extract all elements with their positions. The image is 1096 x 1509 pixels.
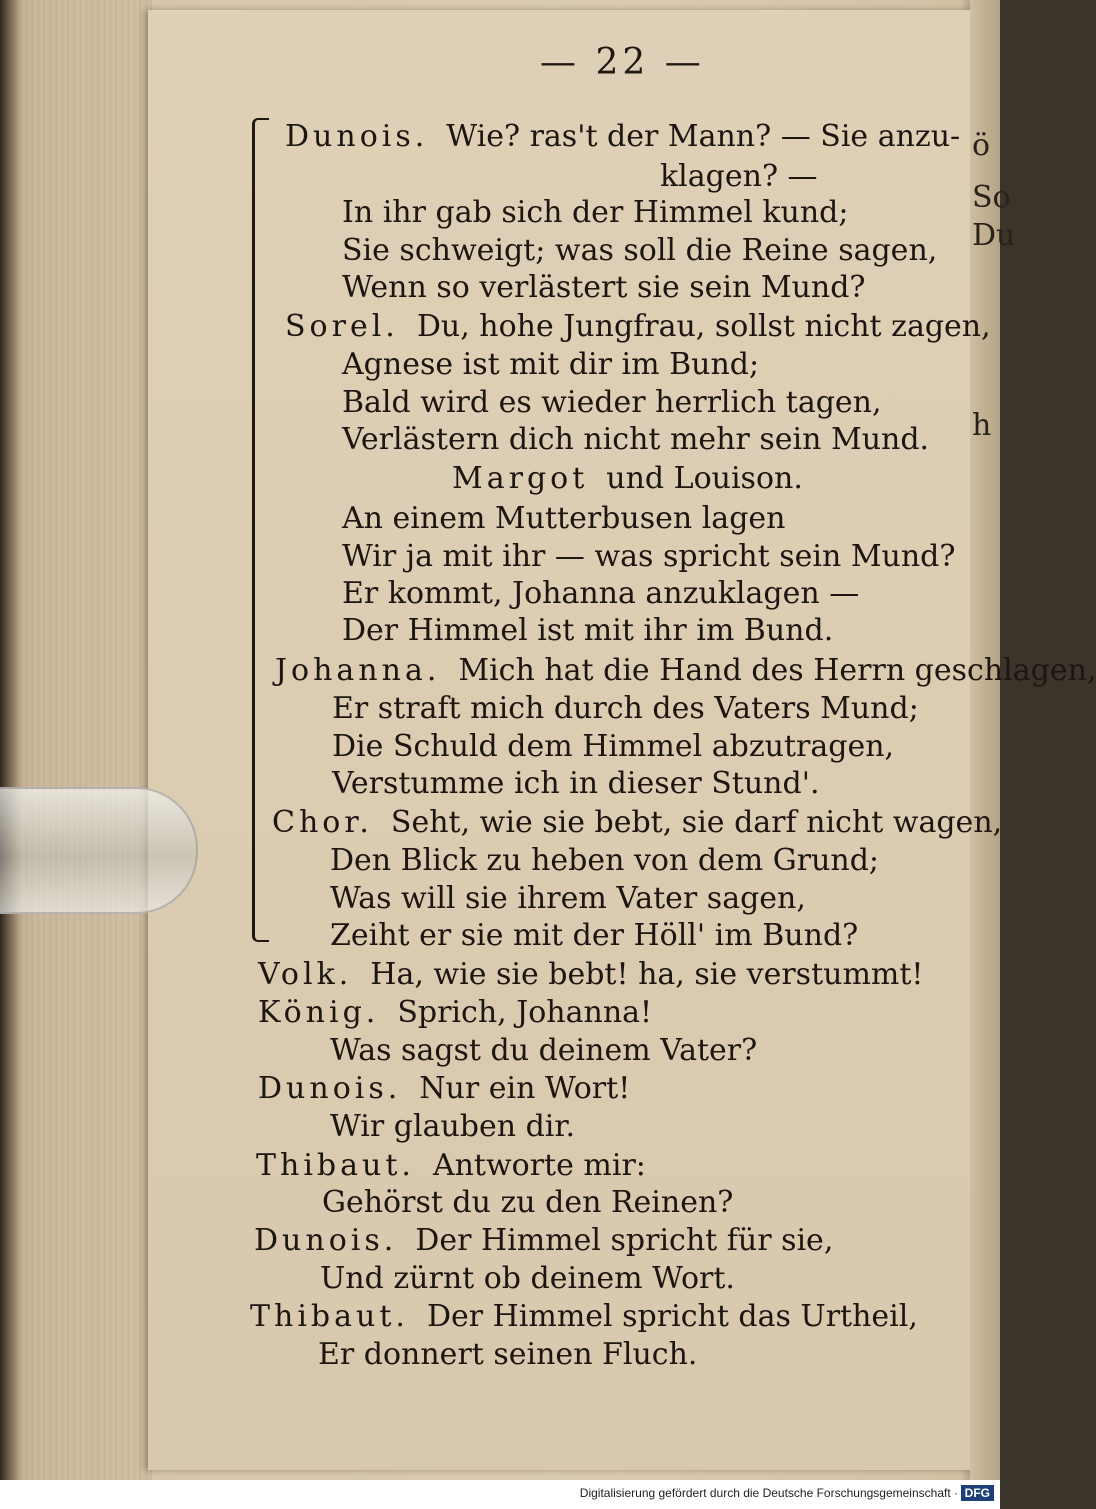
line-text: Er kommt, Johanna anzuklagen — — [342, 576, 860, 611]
line-text: klagen? — — [660, 159, 818, 194]
text-line — [322, 1186, 733, 1220]
text-line — [342, 386, 882, 420]
text-line — [342, 540, 955, 574]
line-text: Die Schuld dem Himmel abzutragen, — [332, 729, 895, 764]
line-text: Agnese ist mit dir im Bund; — [342, 347, 760, 382]
line-text: Er straft mich durch des Vaters Mund; — [332, 691, 919, 726]
text-line — [342, 614, 833, 648]
line-text: Sprich, Johanna! — [397, 995, 653, 1030]
text-line — [332, 730, 894, 764]
footer-bar — [0, 1480, 1000, 1509]
line-text: Zeiht er sie mit der Höll' im Bund? — [330, 918, 859, 953]
speaker-name: Margot — [452, 461, 589, 496]
line-text: Er donnert seinen Fluch. — [318, 1337, 698, 1372]
text-line — [258, 1072, 630, 1106]
speaker-name: Dunois. — [254, 1223, 398, 1258]
text-line — [330, 919, 858, 953]
text-line — [330, 882, 806, 916]
speaker-name: Johanna. — [275, 653, 441, 688]
text-line — [332, 767, 820, 801]
speaker-name: Sorel. — [285, 309, 399, 344]
line-text: Der Himmel spricht das Urtheil, — [426, 1299, 918, 1334]
text-line — [342, 196, 848, 230]
speaker-name: Chor. — [272, 805, 373, 840]
speaker-name: Thibaut. — [250, 1299, 409, 1334]
line-text: und Louison. — [606, 461, 803, 496]
text-line — [330, 1034, 757, 1068]
line-text: Ha, wie sie bebt! ha, sie verstummt! — [370, 957, 924, 992]
line-text: An einem Mutterbusen lagen — [342, 501, 786, 536]
text-line — [452, 462, 803, 496]
page-clip — [0, 787, 198, 914]
line-text: Was will sie ihrem Vater sagen, — [330, 881, 806, 916]
text-line — [275, 654, 1096, 688]
facing-page-text: Du — [972, 218, 1016, 253]
line-text: Seht, wie sie bebt, sie darf nicht wagen, — [390, 805, 1003, 840]
text-line — [258, 958, 923, 992]
text-line — [660, 160, 818, 194]
line-text: Sie schweigt; was soll die Reine sagen, — [342, 233, 938, 268]
speaker-name: Dunois. — [258, 1071, 402, 1106]
facing-page-text: So — [972, 180, 1011, 215]
text-line — [342, 348, 759, 382]
line-text: Bald wird es wieder herrlich tagen, — [342, 385, 882, 420]
line-text: Der Himmel spricht für sie, — [415, 1223, 834, 1258]
facing-page-text: ö — [972, 128, 991, 163]
line-text: Gehörst du zu den Reinen? — [322, 1185, 734, 1220]
line-text: Verlästern dich nicht mehr sein Mund. — [342, 422, 930, 457]
text-line — [258, 996, 652, 1030]
text-line — [342, 271, 866, 305]
page-stack-edge — [22, 0, 152, 1480]
text-line — [332, 692, 919, 726]
text-line — [342, 502, 785, 536]
line-text: Was sagst du deinem Vater? — [330, 1033, 758, 1068]
text-line — [318, 1338, 697, 1372]
line-text: Verstumme ich in dieser Stund'. — [332, 766, 820, 801]
line-text: Antworte mir: — [432, 1148, 646, 1183]
speaker-name: Dunois. — [285, 119, 429, 154]
text-line — [285, 120, 960, 154]
facing-page-text: h — [972, 408, 992, 443]
text-line — [342, 234, 937, 268]
speaker-name: König. — [258, 995, 380, 1030]
dfg-logo: DFG — [961, 1485, 994, 1501]
text-line — [256, 1149, 646, 1183]
text-line — [330, 1110, 575, 1144]
text-line — [285, 310, 991, 344]
line-text: Du, hohe Jungfrau, sollst nicht zagen, — [416, 309, 991, 344]
line-text: Wenn so verlästert sie sein Mund? — [342, 270, 866, 305]
footer-credit: Digitalisierung gefördert durch die Deutsche Forschungsgemeinschaft · — [579, 1486, 958, 1500]
line-text: Wir ja mit ihr — was spricht sein Mund? — [342, 539, 956, 574]
speaker-name: Volk. — [258, 957, 353, 992]
text-line — [342, 577, 859, 611]
line-text: Der Himmel ist mit ihr im Bund. — [342, 613, 834, 648]
verse-bracket — [252, 118, 269, 942]
text-line — [272, 806, 1002, 840]
line-text: Wie? ras't der Mann? — Sie anzu- — [446, 119, 961, 154]
text-line — [250, 1300, 918, 1334]
text-line — [330, 844, 879, 878]
line-text: Nur ein Wort! — [419, 1071, 631, 1106]
line-text: Den Blick zu heben von dem Grund; — [330, 843, 880, 878]
text-line — [320, 1262, 735, 1296]
line-text: Mich hat die Hand des Herrn geschlagen, — [458, 653, 1096, 688]
line-text: In ihr gab sich der Himmel kund; — [342, 195, 849, 230]
text-line — [254, 1224, 833, 1258]
line-text: Und zürnt ob deinem Wort. — [320, 1261, 735, 1296]
speaker-name: Thibaut. — [256, 1148, 415, 1183]
line-text: Wir glauben dir. — [330, 1109, 575, 1144]
text-line — [342, 423, 929, 457]
page-number: — 22 — — [540, 42, 705, 83]
